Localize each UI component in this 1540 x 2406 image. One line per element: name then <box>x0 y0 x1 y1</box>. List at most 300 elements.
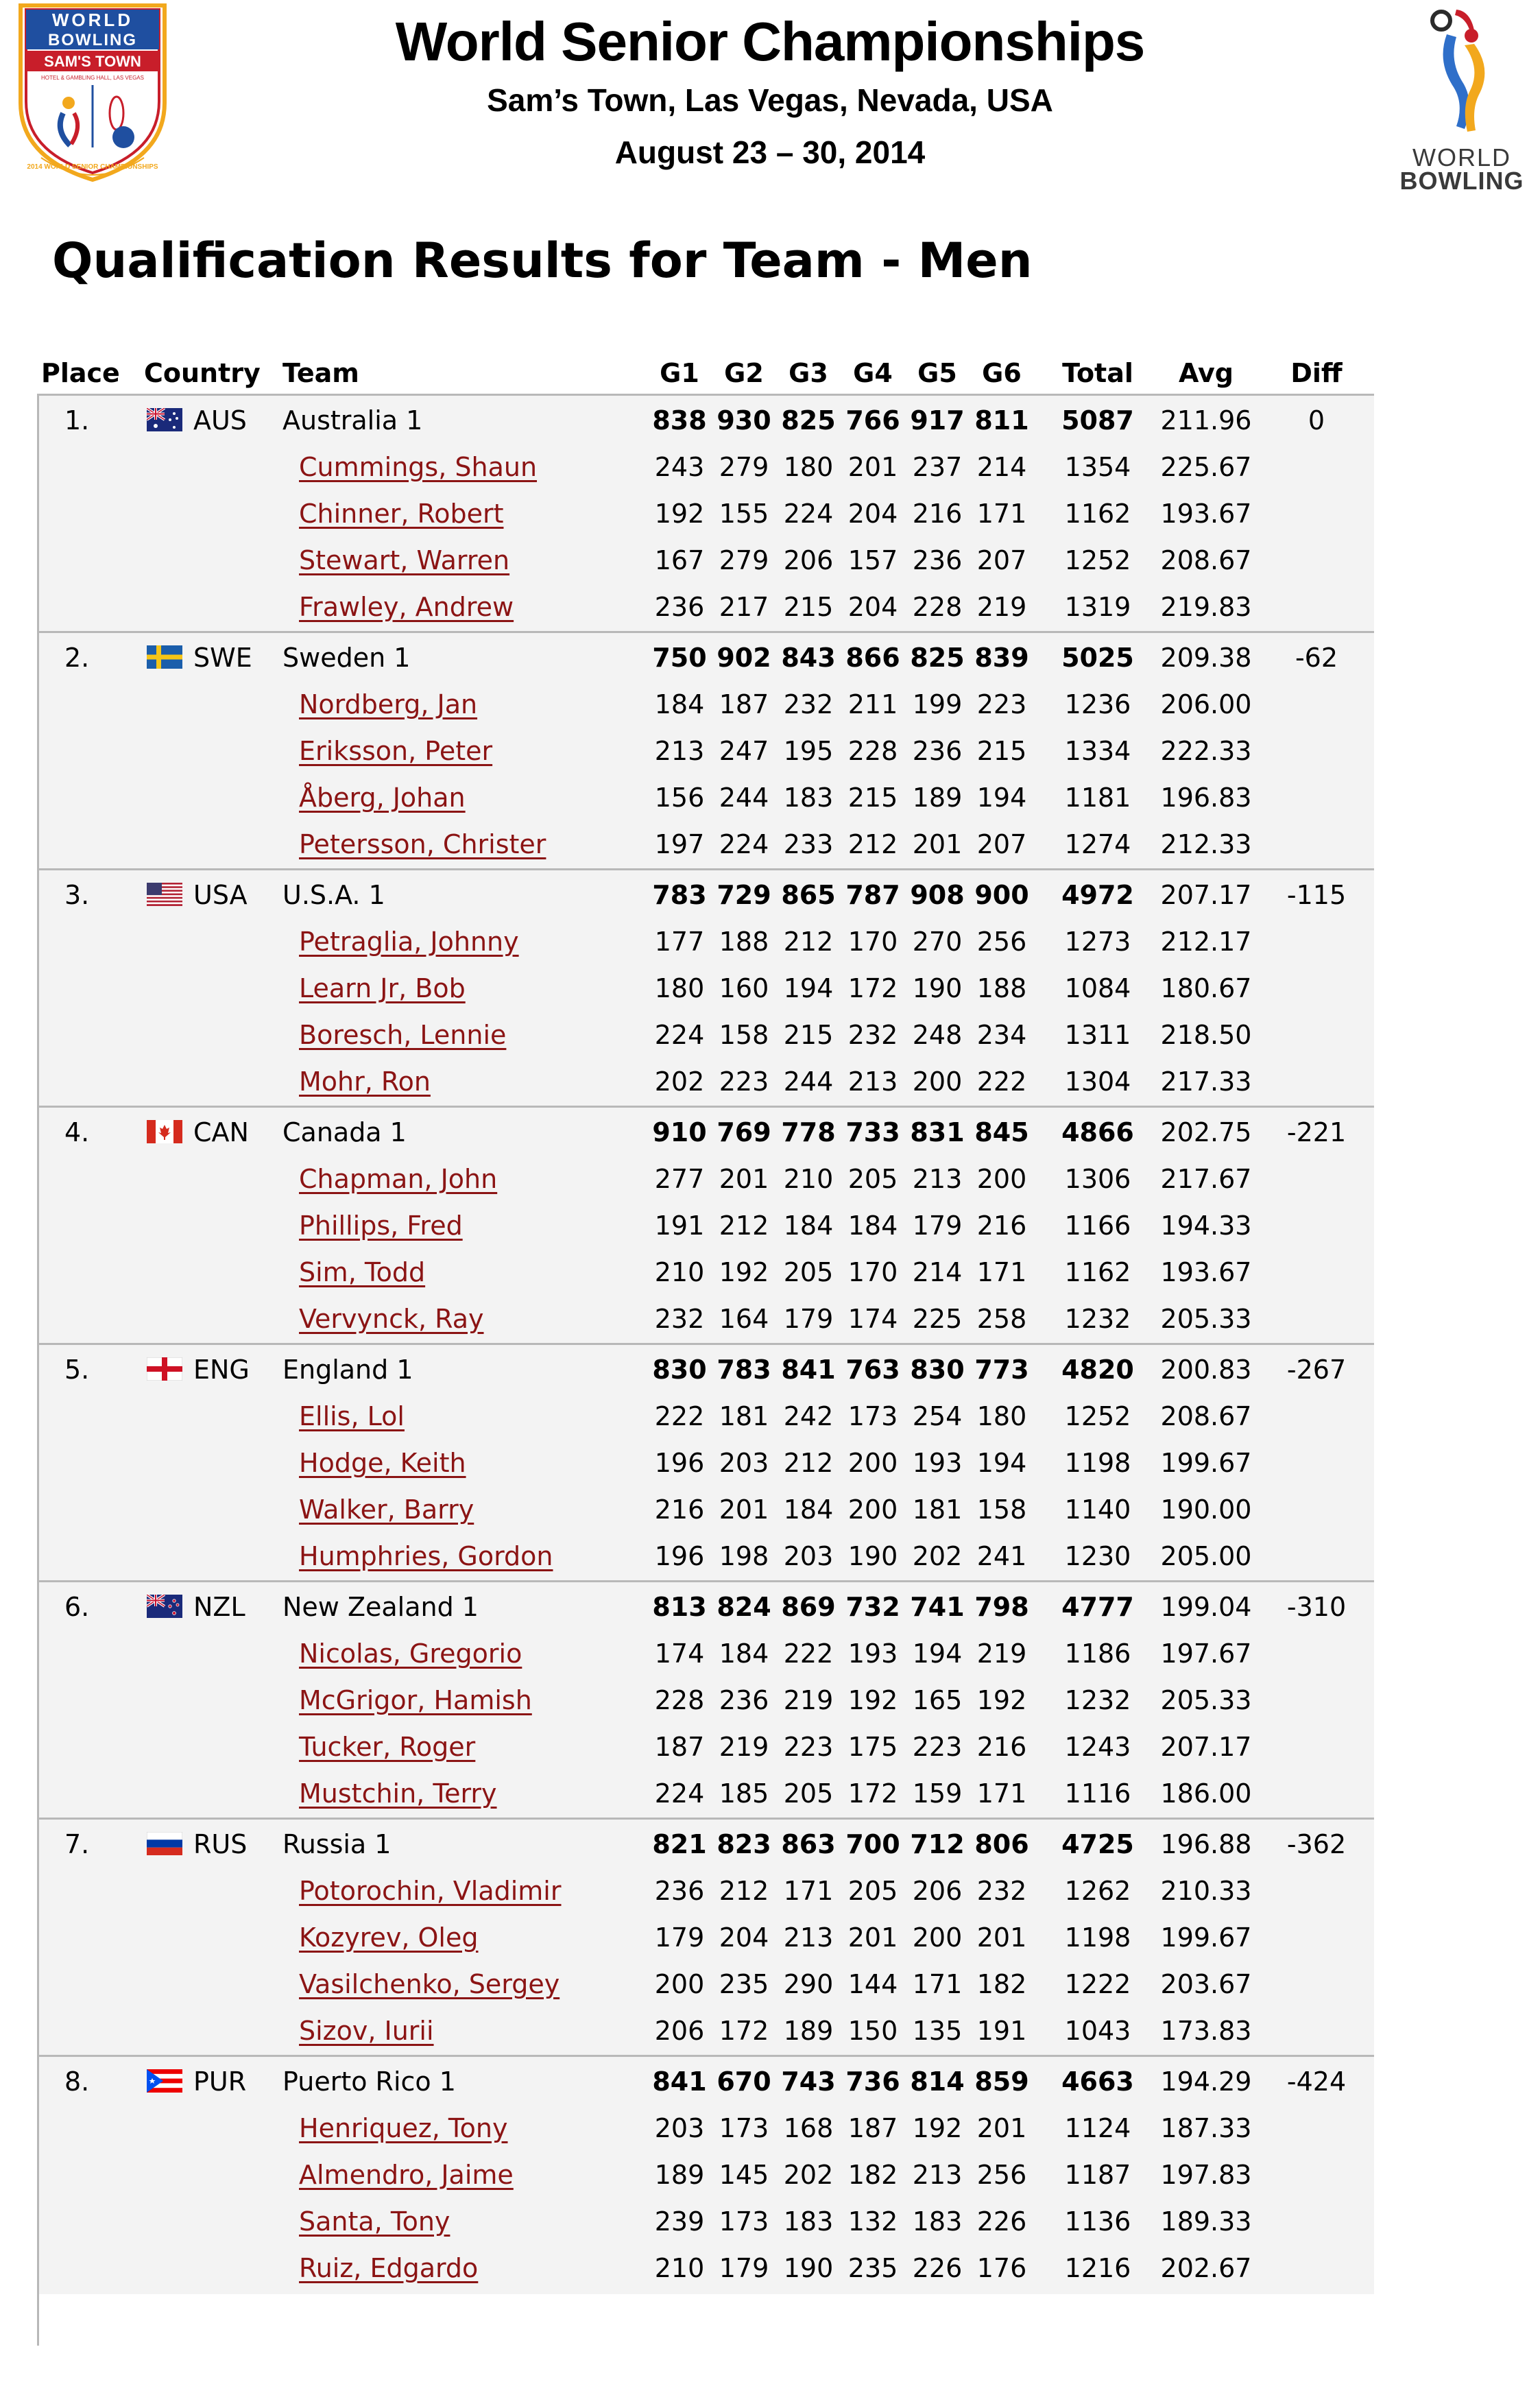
player-game-score: 234 <box>976 1020 1027 1050</box>
player-game-score: 212 <box>719 1876 769 1906</box>
team-average: 209.38 <box>1160 643 1252 673</box>
team-game-score: 841 <box>781 1355 836 1385</box>
player-game-score: 244 <box>719 783 769 813</box>
player-row <box>37 1961 1374 2008</box>
player-name-link[interactable]: Tucker, Roger <box>299 1732 476 1762</box>
player-row <box>37 584 1374 630</box>
player-name-link[interactable]: Humphries, Gordon <box>299 1541 553 1571</box>
player-game-score: 159 <box>912 1778 963 1809</box>
player-name-link[interactable]: McGrigor, Hamish <box>299 1685 532 1715</box>
team-game-score: 830 <box>910 1355 965 1385</box>
team-game-score: 783 <box>652 880 707 910</box>
player-total: 1043 <box>1064 2016 1131 2046</box>
player-game-score: 204 <box>847 592 898 622</box>
player-total: 1181 <box>1064 783 1131 813</box>
player-game-score: 215 <box>783 1020 834 1050</box>
team-game-score: 902 <box>717 643 771 673</box>
player-game-score: 204 <box>719 1922 769 1953</box>
player-game-score: 228 <box>912 592 963 622</box>
player-game-score: 190 <box>783 2253 834 2283</box>
player-game-score: 182 <box>847 2160 898 2190</box>
player-game-score: 224 <box>783 499 834 529</box>
player-game-score: 201 <box>976 1922 1027 1953</box>
team-diff: 0 <box>1308 405 1325 436</box>
player-game-score: 189 <box>654 2160 705 2190</box>
team-total: 4866 <box>1061 1117 1134 1147</box>
player-game-score: 194 <box>976 1448 1027 1478</box>
player-total: 1334 <box>1064 736 1131 766</box>
team-total: 5087 <box>1061 405 1134 436</box>
player-row <box>37 1770 1374 1817</box>
team-game-score: 831 <box>910 1117 965 1147</box>
player-game-score: 184 <box>719 1639 769 1669</box>
team-game-score: 750 <box>652 643 707 673</box>
player-game-score: 158 <box>976 1494 1027 1525</box>
player-game-score: 222 <box>783 1639 834 1669</box>
team-diff: -221 <box>1286 1117 1347 1147</box>
player-game-score: 192 <box>847 1685 898 1715</box>
player-game-score: 216 <box>976 1732 1027 1762</box>
player-game-score: 232 <box>783 689 834 719</box>
player-name-link[interactable]: Åberg, Johan <box>299 783 466 813</box>
player-average: 219.83 <box>1160 592 1252 622</box>
team-name: Sweden 1 <box>282 643 411 673</box>
player-row <box>37 537 1374 584</box>
player-total: 1116 <box>1064 1778 1131 1809</box>
player-game-score: 200 <box>654 1969 705 1999</box>
page-header <box>0 0 1540 206</box>
player-row <box>37 918 1374 965</box>
player-game-score: 254 <box>912 1401 963 1431</box>
player-game-score: 236 <box>912 736 963 766</box>
player-name-link[interactable]: Hodge, Keith <box>299 1448 466 1478</box>
flag-aus-icon <box>147 408 182 431</box>
player-game-score: 184 <box>783 1211 834 1241</box>
team-diff: -62 <box>1295 643 1338 673</box>
team-country-code: NZL <box>193 1592 245 1622</box>
player-game-score: 180 <box>783 452 834 482</box>
team-game-score: 743 <box>781 2066 836 2097</box>
player-total: 1311 <box>1064 1020 1131 1050</box>
player-game-score: 168 <box>783 2113 834 2143</box>
player-game-score: 290 <box>783 1969 834 1999</box>
team-country-code: PUR <box>193 2066 247 2097</box>
team-total: 4777 <box>1061 1592 1134 1622</box>
player-game-score: 187 <box>719 689 769 719</box>
player-game-score: 235 <box>719 1969 769 1999</box>
player-row <box>37 2008 1374 2054</box>
player-game-score: 190 <box>912 973 963 1003</box>
player-game-score: 202 <box>783 2160 834 2190</box>
player-name-link[interactable]: Phillips, Fred <box>299 1211 463 1241</box>
player-total: 1216 <box>1064 2253 1131 2283</box>
team-average: 196.88 <box>1160 1829 1252 1859</box>
player-total: 1162 <box>1064 1257 1131 1287</box>
player-game-score: 172 <box>719 2016 769 2046</box>
player-game-score: 210 <box>654 1257 705 1287</box>
team-place: 3. <box>64 880 90 910</box>
player-total: 1124 <box>1064 2113 1131 2143</box>
player-game-score: 165 <box>912 1685 963 1715</box>
player-game-score: 171 <box>976 499 1027 529</box>
team-row <box>37 872 1374 918</box>
team-average: 200.83 <box>1160 1355 1252 1385</box>
team-game-score: 787 <box>845 880 900 910</box>
player-game-score: 213 <box>912 2160 963 2190</box>
player-name-link[interactable]: Frawley, Andrew <box>299 592 514 622</box>
player-average: 222.33 <box>1160 736 1252 766</box>
player-total: 1306 <box>1064 1164 1131 1194</box>
player-name-link[interactable]: Santa, Tony <box>299 2206 450 2237</box>
player-game-score: 236 <box>912 545 963 575</box>
player-game-score: 207 <box>976 545 1027 575</box>
player-name-link[interactable]: Eriksson, Peter <box>299 736 493 766</box>
player-game-score: 171 <box>912 1969 963 1999</box>
column-header-g2: G2 <box>724 358 764 388</box>
team-game-score: 736 <box>845 2066 900 2097</box>
flag-nzl-icon <box>147 1595 182 1618</box>
player-name-link[interactable]: Nicolas, Gregorio <box>299 1639 522 1669</box>
column-header-diff: Diff <box>1290 358 1343 388</box>
column-header-g4: G4 <box>853 358 893 388</box>
player-game-score: 193 <box>847 1639 898 1669</box>
team-row <box>37 634 1374 681</box>
player-name-link[interactable]: Nordberg, Jan <box>299 689 478 719</box>
svg-text:HOTEL & GAMBLING HALL, LAS VEG: HOTEL & GAMBLING HALL, LAS VEGAS <box>41 75 144 81</box>
player-game-score: 242 <box>783 1401 834 1431</box>
player-game-score: 191 <box>976 2016 1027 2046</box>
team-place: 4. <box>64 1117 90 1147</box>
player-name-link[interactable]: Kozyrev, Oleg <box>299 1922 479 1953</box>
player-game-score: 228 <box>654 1685 705 1715</box>
player-name-link[interactable]: Ellis, Lol <box>299 1401 405 1431</box>
player-game-score: 236 <box>719 1685 769 1715</box>
player-game-score: 235 <box>847 2253 898 2283</box>
player-game-score: 183 <box>783 2206 834 2237</box>
player-game-score: 174 <box>847 1304 898 1334</box>
team-total: 4972 <box>1061 880 1134 910</box>
team-name: Australia 1 <box>282 405 423 436</box>
svg-text:BOWLING: BOWLING <box>48 31 137 49</box>
player-name-link[interactable]: Potorochin, Vladimir <box>299 1876 562 1906</box>
player-game-score: 171 <box>976 1778 1027 1809</box>
player-game-score: 232 <box>976 1876 1027 1906</box>
player-game-score: 191 <box>654 1211 705 1241</box>
player-game-score: 237 <box>912 452 963 482</box>
player-game-score: 145 <box>719 2160 769 2190</box>
team-game-score: 908 <box>910 880 965 910</box>
player-name-link[interactable]: Boresch, Lennie <box>299 1020 507 1050</box>
player-total: 1136 <box>1064 2206 1131 2237</box>
flag-swe-icon <box>147 645 182 669</box>
team-country-code: AUS <box>193 405 247 436</box>
player-name-link[interactable]: Stewart, Warren <box>299 545 510 575</box>
team-game-score: 806 <box>974 1829 1029 1859</box>
player-name-link[interactable]: Walker, Barry <box>299 1494 474 1525</box>
team-row <box>37 1346 1374 1393</box>
team-game-score: 778 <box>781 1117 836 1147</box>
player-game-score: 199 <box>912 689 963 719</box>
team-name: Canada 1 <box>282 1117 407 1147</box>
player-game-score: 213 <box>654 736 705 766</box>
player-total: 1084 <box>1064 973 1131 1003</box>
player-game-score: 155 <box>719 499 769 529</box>
player-row <box>37 2152 1374 2198</box>
team-game-score: 712 <box>910 1829 965 1859</box>
player-game-score: 205 <box>847 1876 898 1906</box>
player-game-score: 172 <box>847 973 898 1003</box>
team-place: 6. <box>64 1592 90 1622</box>
player-total: 1274 <box>1064 829 1131 859</box>
team-total: 5025 <box>1061 643 1134 673</box>
player-average: 189.33 <box>1160 2206 1252 2237</box>
player-game-score: 173 <box>719 2113 769 2143</box>
player-average: 186.00 <box>1160 1778 1252 1809</box>
team-place: 7. <box>64 1829 90 1859</box>
player-game-score: 179 <box>654 1922 705 1953</box>
team-average: 194.29 <box>1160 2066 1252 2097</box>
team-game-score: 841 <box>652 2066 707 2097</box>
team-average: 202.75 <box>1160 1117 1252 1147</box>
player-game-score: 223 <box>783 1732 834 1762</box>
player-average: 187.33 <box>1160 2113 1252 2143</box>
player-average: 205.33 <box>1160 1304 1252 1334</box>
event-venue: Sam’s Town, Las Vegas, Nevada, USA <box>487 82 1053 118</box>
player-game-score: 132 <box>847 2206 898 2237</box>
player-game-score: 212 <box>783 927 834 957</box>
player-game-score: 219 <box>976 1639 1027 1669</box>
player-average: 193.67 <box>1160 1257 1252 1287</box>
table-left-rule <box>37 394 39 2346</box>
player-game-score: 256 <box>976 927 1027 957</box>
player-row <box>37 2245 1374 2291</box>
player-game-score: 193 <box>912 1448 963 1478</box>
player-game-score: 233 <box>783 829 834 859</box>
player-game-score: 213 <box>847 1067 898 1097</box>
player-row <box>37 1630 1374 1677</box>
player-game-score: 181 <box>719 1401 769 1431</box>
player-game-score: 219 <box>719 1732 769 1762</box>
player-game-score: 236 <box>654 1876 705 1906</box>
team-game-score: 811 <box>974 405 1029 436</box>
player-total: 1252 <box>1064 545 1131 575</box>
team-name: Russia 1 <box>282 1829 392 1859</box>
player-game-score: 135 <box>912 2016 963 2046</box>
team-row <box>37 397 1374 444</box>
player-game-score: 171 <box>976 1257 1027 1287</box>
player-total: 1187 <box>1064 2160 1131 2190</box>
player-total: 1236 <box>1064 689 1131 719</box>
player-row <box>37 1296 1374 1342</box>
player-row <box>37 444 1374 490</box>
player-average: 196.83 <box>1160 783 1252 813</box>
player-name-link[interactable]: Sizov, Iurii <box>299 2016 434 2046</box>
player-name-link[interactable]: Chinner, Robert <box>299 499 504 529</box>
player-game-score: 179 <box>783 1304 834 1334</box>
team-total: 4663 <box>1061 2066 1134 2097</box>
team-block <box>37 2055 1374 2294</box>
player-game-score: 206 <box>783 545 834 575</box>
player-game-score: 203 <box>654 2113 705 2143</box>
player-name-link[interactable]: Vervynck, Ray <box>299 1304 484 1334</box>
team-game-score: 763 <box>845 1355 900 1385</box>
player-name-link[interactable]: Ruiz, Edgardo <box>299 2253 479 2283</box>
player-row <box>37 1868 1374 1914</box>
player-game-score: 214 <box>912 1257 963 1287</box>
player-game-score: 198 <box>719 1541 769 1571</box>
player-name-link[interactable]: Mustchin, Terry <box>299 1778 497 1809</box>
team-diff: -267 <box>1286 1355 1347 1385</box>
player-game-score: 192 <box>912 2113 963 2143</box>
player-total: 1186 <box>1064 1639 1131 1669</box>
player-total: 1252 <box>1064 1401 1131 1431</box>
flag-eng-icon <box>147 1357 182 1381</box>
player-game-score: 222 <box>654 1401 705 1431</box>
player-game-score: 277 <box>654 1164 705 1194</box>
player-game-score: 196 <box>654 1448 705 1478</box>
player-name-link[interactable]: Henriquez, Tony <box>299 2113 508 2143</box>
world-bowling-word-bowling: BOWLING <box>1399 167 1524 195</box>
player-game-score: 194 <box>783 973 834 1003</box>
player-game-score: 243 <box>654 452 705 482</box>
player-name-link[interactable]: Cummings, Shaun <box>299 452 538 482</box>
team-game-score: 843 <box>781 643 836 673</box>
player-game-score: 201 <box>719 1164 769 1194</box>
player-game-score: 203 <box>719 1448 769 1478</box>
player-row <box>37 1914 1374 1961</box>
player-game-score: 179 <box>912 1211 963 1241</box>
player-game-score: 192 <box>654 499 705 529</box>
player-average: 217.33 <box>1160 1067 1252 1097</box>
player-game-score: 224 <box>654 1778 705 1809</box>
player-game-score: 167 <box>654 545 705 575</box>
player-game-score: 279 <box>719 545 769 575</box>
team-place: 8. <box>64 2066 90 2097</box>
player-average: 205.33 <box>1160 1685 1252 1715</box>
event-dates: August 23 – 30, 2014 <box>614 134 926 170</box>
player-name-link[interactable]: Petersson, Christer <box>299 829 546 859</box>
team-game-score: 930 <box>717 405 771 436</box>
team-game-score: 814 <box>910 2066 965 2097</box>
player-game-score: 200 <box>847 1448 898 1478</box>
team-name: U.S.A. 1 <box>282 880 385 910</box>
player-game-score: 200 <box>847 1494 898 1525</box>
player-game-score: 232 <box>847 1020 898 1050</box>
team-block <box>37 394 1374 633</box>
player-name-link[interactable]: Vasilchenko, Sergey <box>299 1969 560 1999</box>
player-game-score: 203 <box>783 1541 834 1571</box>
player-game-score: 170 <box>847 1257 898 1287</box>
team-name: England 1 <box>282 1355 413 1385</box>
player-total: 1354 <box>1064 452 1131 482</box>
player-game-score: 232 <box>654 1304 705 1334</box>
column-header-g3: G3 <box>789 358 828 388</box>
player-game-score: 196 <box>654 1541 705 1571</box>
player-game-score: 223 <box>719 1067 769 1097</box>
player-game-score: 192 <box>719 1257 769 1287</box>
team-game-score: 783 <box>717 1355 771 1385</box>
player-game-score: 180 <box>654 973 705 1003</box>
player-game-score: 210 <box>654 2253 705 2283</box>
team-diff: -362 <box>1286 1829 1347 1859</box>
player-average: 208.67 <box>1160 1401 1252 1431</box>
team-country-code: USA <box>193 880 248 910</box>
team-country-code: SWE <box>193 643 252 673</box>
player-name-link[interactable]: Chapman, John <box>299 1164 498 1194</box>
team-place: 2. <box>64 643 90 673</box>
player-game-score: 213 <box>783 1922 834 1953</box>
player-average: 212.17 <box>1160 927 1252 957</box>
player-game-score: 258 <box>976 1304 1027 1334</box>
player-game-score: 205 <box>783 1778 834 1809</box>
player-game-score: 202 <box>654 1067 705 1097</box>
player-total: 1273 <box>1064 927 1131 957</box>
player-row <box>37 681 1374 728</box>
player-total: 1304 <box>1064 1067 1131 1097</box>
team-diff: -115 <box>1286 880 1347 910</box>
player-average: 212.33 <box>1160 829 1252 859</box>
player-average: 190.00 <box>1160 1494 1252 1525</box>
column-header-place: Place <box>41 358 120 388</box>
team-game-score: 859 <box>974 2066 1029 2097</box>
player-game-score: 256 <box>976 2160 1027 2190</box>
player-game-score: 228 <box>847 736 898 766</box>
flag-usa-icon <box>147 883 182 906</box>
team-game-score: 798 <box>974 1592 1029 1622</box>
team-country-code: ENG <box>193 1355 250 1385</box>
column-header-total: Total <box>1062 358 1133 388</box>
team-average: 199.04 <box>1160 1592 1252 1622</box>
player-game-score: 270 <box>912 927 963 957</box>
svg-text:WORLD: WORLD <box>51 10 134 30</box>
player-row <box>37 2105 1374 2152</box>
player-total: 1198 <box>1064 1448 1131 1478</box>
team-game-score: 865 <box>781 880 836 910</box>
column-header-g6: G6 <box>982 358 1022 388</box>
team-game-score: 845 <box>974 1117 1029 1147</box>
player-name-link[interactable]: Mohr, Ron <box>299 1067 431 1097</box>
player-game-score: 184 <box>847 1211 898 1241</box>
player-name-link[interactable]: Sim, Todd <box>299 1257 426 1287</box>
team-game-score: 917 <box>910 405 965 436</box>
flag-rus-icon <box>147 1832 182 1855</box>
player-game-score: 226 <box>912 2253 963 2283</box>
player-game-score: 223 <box>976 689 1027 719</box>
player-average: 197.67 <box>1160 1639 1252 1669</box>
player-game-score: 217 <box>719 592 769 622</box>
team-diff: -310 <box>1286 1592 1347 1622</box>
player-game-score: 211 <box>847 689 898 719</box>
player-game-score: 223 <box>912 1732 963 1762</box>
player-game-score: 171 <box>783 1876 834 1906</box>
player-game-score: 180 <box>976 1401 1027 1431</box>
player-name-link[interactable]: Learn Jr, Bob <box>299 973 466 1003</box>
player-game-score: 241 <box>976 1541 1027 1571</box>
player-game-score: 173 <box>719 2206 769 2237</box>
player-game-score: 212 <box>783 1448 834 1478</box>
team-total: 4725 <box>1061 1829 1134 1859</box>
player-name-link[interactable]: Petraglia, Johnny <box>299 927 519 957</box>
player-row <box>37 1677 1374 1724</box>
player-name-link[interactable]: Almendro, Jaime <box>299 2160 514 2190</box>
player-game-score: 150 <box>847 2016 898 2046</box>
player-game-score: 174 <box>654 1639 705 1669</box>
team-game-score: 823 <box>717 1829 771 1859</box>
team-game-score: 821 <box>652 1829 707 1859</box>
player-game-score: 187 <box>847 2113 898 2143</box>
player-average: 208.67 <box>1160 545 1252 575</box>
player-game-score: 202 <box>912 1541 963 1571</box>
